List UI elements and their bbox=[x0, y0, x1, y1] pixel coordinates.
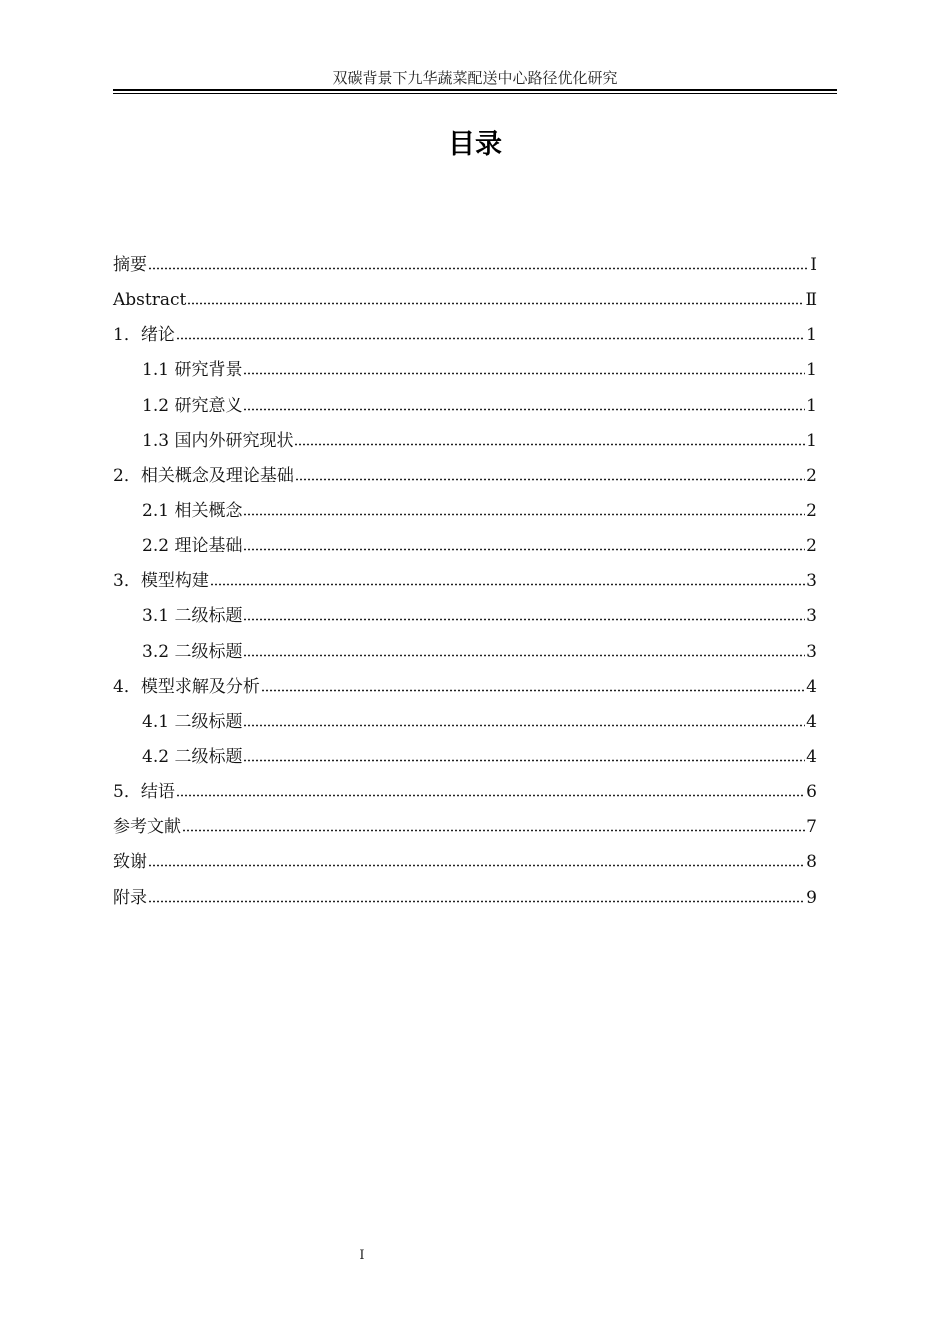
toc-entry-page: 2 bbox=[806, 536, 817, 557]
toc-dot-leader bbox=[261, 686, 805, 692]
toc-entry-label: 2．相关概念及理论基础 bbox=[113, 465, 294, 486]
toc-entry-page: 8 bbox=[806, 852, 817, 873]
toc-entry-label: 3.2 二级标题 bbox=[142, 641, 243, 662]
toc-entry-page: 2 bbox=[806, 465, 817, 486]
toc-entry-page: 1 bbox=[806, 395, 817, 416]
toc-entry-label: 1.1 研究背景 bbox=[142, 360, 243, 381]
toc-entry[interactable] bbox=[113, 494, 817, 529]
toc-entry[interactable] bbox=[113, 459, 817, 494]
toc-entry[interactable] bbox=[113, 353, 817, 388]
toc-entry-page: I bbox=[810, 255, 817, 275]
toc-entry-page: 1 bbox=[806, 325, 817, 346]
toc-entry[interactable] bbox=[113, 424, 817, 459]
toc-dot-leader bbox=[295, 475, 805, 481]
toc-entry-label: 4.2 二级标题 bbox=[142, 746, 243, 767]
toc-entry-page: 3 bbox=[806, 571, 817, 592]
toc-entry-page: Ⅱ bbox=[805, 290, 817, 311]
header-rule-thick bbox=[113, 89, 837, 91]
toc-entry-label: 1．绪论 bbox=[113, 325, 175, 346]
toc-entry[interactable] bbox=[113, 599, 817, 634]
toc-dot-leader bbox=[176, 334, 805, 340]
toc-entry[interactable] bbox=[113, 705, 817, 740]
toc-entry-page: 1 bbox=[806, 430, 817, 451]
toc-title: 目录 bbox=[448, 129, 502, 160]
toc-entry-page: 3 bbox=[806, 606, 817, 627]
toc-entry[interactable] bbox=[113, 529, 817, 564]
toc-entry-label: Abstract bbox=[113, 290, 187, 311]
toc-entry-page: 1 bbox=[806, 360, 817, 381]
toc-dot-leader bbox=[148, 897, 805, 903]
toc-dot-leader bbox=[243, 721, 805, 727]
toc-entry[interactable] bbox=[113, 881, 817, 916]
toc-entry-page: 4 bbox=[806, 711, 817, 732]
toc-dot-leader bbox=[187, 299, 804, 305]
toc-entry[interactable] bbox=[113, 283, 817, 318]
toc-dot-leader bbox=[243, 405, 805, 411]
toc-entry[interactable] bbox=[113, 318, 817, 353]
toc-entry-label: 5．结语 bbox=[113, 782, 175, 803]
toc-entry-page: 3 bbox=[806, 641, 817, 662]
toc-dot-leader bbox=[210, 580, 805, 586]
toc-dot-leader bbox=[243, 615, 805, 621]
toc-entry-page: 2 bbox=[806, 500, 817, 521]
toc-entry-label: 3．模型构建 bbox=[113, 571, 209, 592]
toc-entry[interactable] bbox=[113, 389, 817, 424]
toc-entry[interactable] bbox=[113, 775, 817, 810]
header-rule-thin bbox=[113, 93, 837, 94]
toc-dot-leader bbox=[243, 510, 805, 516]
toc-entry-page: 4 bbox=[806, 676, 817, 697]
toc-entry-label: 2.2 理论基础 bbox=[142, 536, 243, 557]
running-header: 双碳背景下九华蔬菜配送中心路径优化研究 bbox=[332, 69, 618, 87]
toc-entry[interactable] bbox=[113, 740, 817, 775]
toc-entry[interactable] bbox=[113, 635, 817, 670]
toc-dot-leader bbox=[243, 756, 805, 762]
toc-entry[interactable] bbox=[113, 248, 817, 283]
toc-entry-label: 2.1 相关概念 bbox=[142, 500, 243, 521]
toc-entry-label: 4．模型求解及分析 bbox=[113, 676, 260, 697]
toc-dot-leader bbox=[243, 545, 805, 551]
toc-dot-leader bbox=[148, 264, 809, 270]
toc-entry-label: 附录 bbox=[113, 887, 147, 908]
toc-entry[interactable] bbox=[113, 845, 817, 880]
footer-page-number: I bbox=[359, 1248, 365, 1263]
table-of-contents bbox=[113, 248, 817, 916]
toc-entry[interactable] bbox=[113, 564, 817, 599]
toc-entry-label: 4.1 二级标题 bbox=[142, 711, 243, 732]
toc-entry-label: 致谢 bbox=[113, 852, 147, 873]
toc-entry-page: 4 bbox=[806, 746, 817, 767]
toc-entry-label: 摘要 bbox=[113, 255, 147, 275]
toc-entry[interactable] bbox=[113, 810, 817, 845]
toc-entry-page: 6 bbox=[806, 782, 817, 803]
toc-entry[interactable] bbox=[113, 670, 817, 705]
toc-dot-leader bbox=[243, 369, 805, 375]
toc-dot-leader bbox=[182, 826, 805, 832]
toc-entry-label: 3.1 二级标题 bbox=[142, 606, 243, 627]
toc-entry-label: 参考文献 bbox=[113, 817, 181, 838]
toc-dot-leader bbox=[243, 651, 805, 657]
toc-entry-page: 7 bbox=[806, 817, 817, 838]
toc-dot-leader bbox=[176, 791, 805, 797]
toc-entry-label: 1.3 国内外研究现状 bbox=[142, 430, 294, 451]
toc-dot-leader bbox=[294, 440, 805, 446]
toc-dot-leader bbox=[148, 861, 805, 867]
toc-entry-page: 9 bbox=[806, 887, 817, 908]
toc-entry-label: 1.2 研究意义 bbox=[142, 395, 243, 416]
